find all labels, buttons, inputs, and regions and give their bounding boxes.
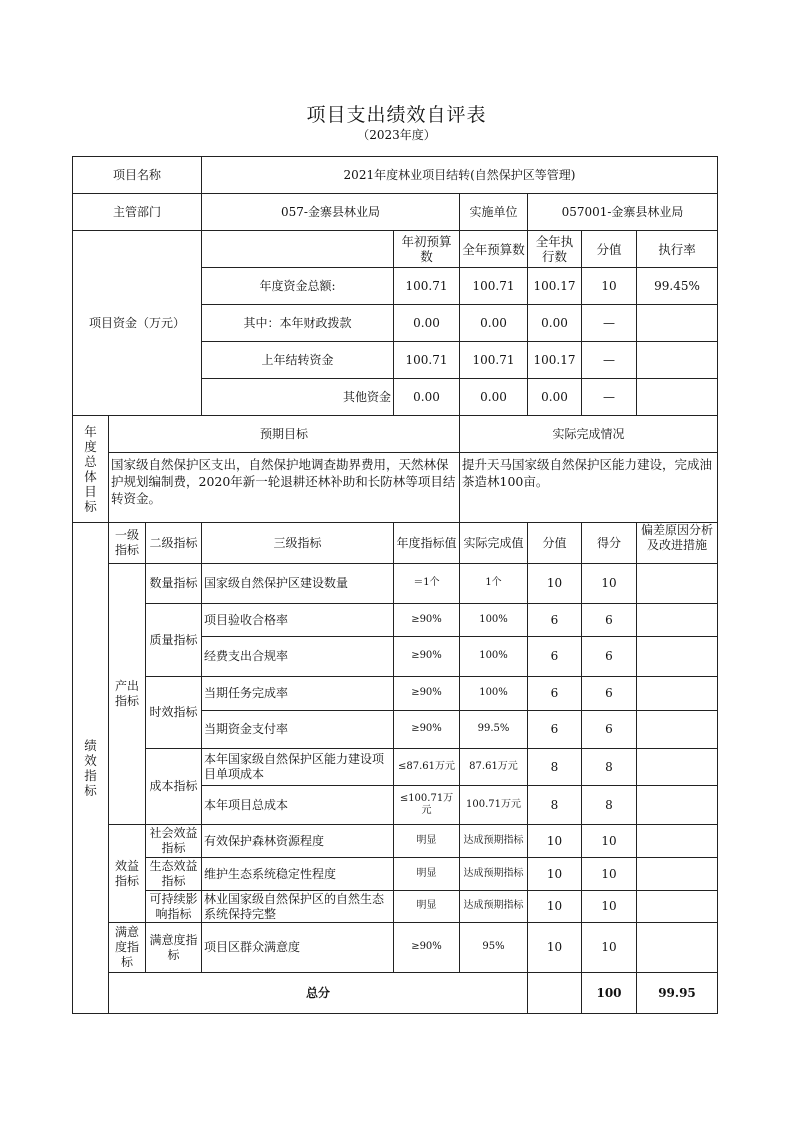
deviation: [637, 825, 718, 858]
funds-initial: 100.71: [394, 268, 460, 305]
deviation: [637, 786, 718, 825]
actual-value: 达成预期指标: [460, 891, 528, 923]
target-value: ＝1个: [394, 564, 460, 604]
indicator-row: [73, 604, 718, 637]
target-value: ≥90%: [394, 604, 460, 637]
col-target: 年度指标值: [394, 523, 460, 564]
funds-col-initial: 年初预算数: [394, 231, 460, 268]
actual-value: 100%: [460, 677, 528, 711]
col-deviation: 偏差原因分析及改进措施: [637, 523, 718, 564]
target-value: ≥90%: [394, 677, 460, 711]
score: 10: [582, 825, 637, 858]
funds-col-executed: 全年执行数: [528, 231, 582, 268]
score-value: 6: [528, 604, 582, 637]
funds-executed: 0.00: [528, 305, 582, 342]
level3-label: 项目验收合格率: [202, 604, 394, 637]
level2-label: 成本指标: [146, 749, 202, 825]
target-value: 明显: [394, 825, 460, 858]
deviation: [637, 564, 718, 604]
total-row: [73, 973, 718, 1014]
funds-section-label: 项目资金（万元）: [73, 231, 202, 416]
funds-executed: 100.17: [528, 268, 582, 305]
score-value: 10: [528, 858, 582, 891]
goals-actual-label: 实际完成情况: [460, 416, 718, 453]
target-value: ≤87.61万元: [394, 749, 460, 786]
score: 10: [582, 891, 637, 923]
goals-section-label: 年度总体目标: [73, 416, 109, 523]
total-score: 99.95: [637, 973, 718, 1014]
level3-label: 当期任务完成率: [202, 677, 394, 711]
score-value: 8: [528, 749, 582, 786]
goals-content-row: [73, 453, 718, 523]
score-value: 10: [528, 923, 582, 973]
indicator-row: [73, 891, 718, 923]
performance-header-row: [73, 523, 718, 564]
target-value: ≥90%: [394, 711, 460, 749]
dept-label: 主管部门: [73, 194, 202, 231]
funds-score-value: —: [582, 379, 637, 416]
deviation: [637, 637, 718, 677]
col-score: 得分: [582, 523, 637, 564]
col-level3: 三级指标: [202, 523, 394, 564]
funds-initial: 100.71: [394, 342, 460, 379]
goals-actual: 提升天马国家级自然保护区能力建设，完成油茶造林100亩。: [460, 453, 718, 523]
score-value: 10: [528, 564, 582, 604]
indicator-row: [73, 749, 718, 786]
satisfaction-indicators-label: 满意度指标: [109, 923, 146, 973]
score-value: 6: [528, 637, 582, 677]
col-level1: 一级指标: [109, 523, 146, 564]
funds-score-value: 10: [582, 268, 637, 305]
unit-value: 057001-金寨县林业局: [528, 194, 718, 231]
score-value: 10: [528, 825, 582, 858]
funds-row-label: 其中：本年财政拨款: [202, 305, 394, 342]
target-value: 明显: [394, 891, 460, 923]
total-blank: [528, 973, 582, 1014]
output-indicators-label: 产出指标: [109, 564, 146, 825]
goals-expected-label: 预期目标: [109, 416, 460, 453]
target-value: 明显: [394, 858, 460, 891]
funds-initial: 0.00: [394, 379, 460, 416]
score: 6: [582, 711, 637, 749]
col-level2: 二级指标: [146, 523, 202, 564]
funds-rate: 99.45%: [637, 268, 718, 305]
funds-annual: 100.71: [460, 268, 528, 305]
actual-value: 1个: [460, 564, 528, 604]
funds-col-annual: 全年预算数: [460, 231, 528, 268]
document-year: （2023年度）: [357, 128, 436, 142]
document-title: 项目支出绩效自评表: [306, 104, 487, 126]
actual-value: 87.61万元: [460, 749, 528, 786]
col-score-value: 分值: [528, 523, 582, 564]
funds-executed: 0.00: [528, 379, 582, 416]
benefit-indicators-label: 效益指标: [109, 825, 146, 923]
indicator-row: [73, 825, 718, 858]
score: 6: [582, 604, 637, 637]
goals-header-row: [73, 416, 718, 453]
funds-rate: [637, 305, 718, 342]
level2-label: 质量指标: [146, 604, 202, 677]
col-actual: 实际完成值: [460, 523, 528, 564]
level3-label: 经费支出合规率: [202, 637, 394, 677]
level3-label: 项目区群众满意度: [202, 923, 394, 973]
deviation: [637, 677, 718, 711]
score: 10: [582, 923, 637, 973]
indicator-row: [73, 858, 718, 891]
total-label: 总分: [109, 973, 528, 1014]
target-value: ≥90%: [394, 637, 460, 677]
score: 6: [582, 677, 637, 711]
funds-row-label: 年度资金总额:: [202, 268, 394, 305]
indicator-row: [73, 923, 718, 973]
score: 10: [582, 858, 637, 891]
actual-value: 100.71万元: [460, 786, 528, 825]
deviation: [637, 858, 718, 891]
funds-header-row: [73, 231, 718, 268]
level3-label: 本年项目总成本: [202, 786, 394, 825]
indicator-row: [73, 677, 718, 711]
score: 8: [582, 786, 637, 825]
funds-rate: [637, 342, 718, 379]
funds-row-label: 其他资金: [202, 379, 394, 416]
project-name-value: 2021年度林业项目结转(自然保护区等管理): [202, 157, 718, 194]
funds-score-value: —: [582, 305, 637, 342]
level2-label: 数量指标: [146, 564, 202, 604]
project-name-row: [73, 157, 718, 194]
score-value: 6: [528, 711, 582, 749]
dept-value: 057-金寨县林业局: [202, 194, 460, 231]
actual-value: 99.5%: [460, 711, 528, 749]
level2-label: 生态效益指标: [146, 858, 202, 891]
funds-col-rate: 执行率: [637, 231, 718, 268]
funds-annual: 0.00: [460, 305, 528, 342]
level3-label: 维护生态系统稳定性程度: [202, 858, 394, 891]
level3-label: 国家级自然保护区建设数量: [202, 564, 394, 604]
deviation: [637, 711, 718, 749]
deviation: [637, 749, 718, 786]
funds-col-score-value: 分值: [582, 231, 637, 268]
score: 8: [582, 749, 637, 786]
funds-annual: 100.71: [460, 342, 528, 379]
actual-value: 达成预期指标: [460, 825, 528, 858]
deviation: [637, 923, 718, 973]
total-score-value: 100: [582, 973, 637, 1014]
level3-label: 当期资金支付率: [202, 711, 394, 749]
level2-label: 可持续影响指标: [146, 891, 202, 923]
funds-rate: [637, 379, 718, 416]
deviation: [637, 891, 718, 923]
level3-label: 本年国家级自然保护区能力建设项目单项成本: [202, 749, 394, 786]
actual-value: 达成预期指标: [460, 858, 528, 891]
level2-label: 满意度指标: [146, 923, 202, 973]
level3-label: 林业国家级自然保护区的自然生态系统保持完整: [202, 891, 394, 923]
level2-label: 社会效益指标: [146, 825, 202, 858]
performance-section-label: 绩效指标: [73, 523, 109, 1014]
level2-label: 时效指标: [146, 677, 202, 749]
actual-value: 100%: [460, 604, 528, 637]
actual-value: 100%: [460, 637, 528, 677]
score-value: 8: [528, 786, 582, 825]
indicator-row: [73, 564, 718, 604]
target-value: ≥90%: [394, 923, 460, 973]
score-value: 10: [528, 891, 582, 923]
goals-expected: 国家级自然保护区支出，自然保护地调查勘界费用，天然林保护规划编制费，2020年新一轮退耕还林补助和长防林等项目结转资金。: [109, 453, 460, 523]
actual-value: 95%: [460, 923, 528, 973]
deviation: [637, 604, 718, 637]
score: 10: [582, 564, 637, 604]
funds-initial: 0.00: [394, 305, 460, 342]
level3-label: 有效保护森林资源程度: [202, 825, 394, 858]
score: 6: [582, 637, 637, 677]
score-value: 6: [528, 677, 582, 711]
funds-executed: 100.17: [528, 342, 582, 379]
target-value: ≤100.71万元: [394, 786, 460, 825]
funds-score-value: —: [582, 342, 637, 379]
department-row: [73, 194, 718, 231]
funds-annual: 0.00: [460, 379, 528, 416]
funds-row-label: 上年结转资金: [202, 342, 394, 379]
project-name-label: 项目名称: [73, 157, 202, 194]
unit-label: 实施单位: [460, 194, 528, 231]
performance-table: [72, 156, 718, 1014]
funds-header-blank: [202, 231, 394, 268]
